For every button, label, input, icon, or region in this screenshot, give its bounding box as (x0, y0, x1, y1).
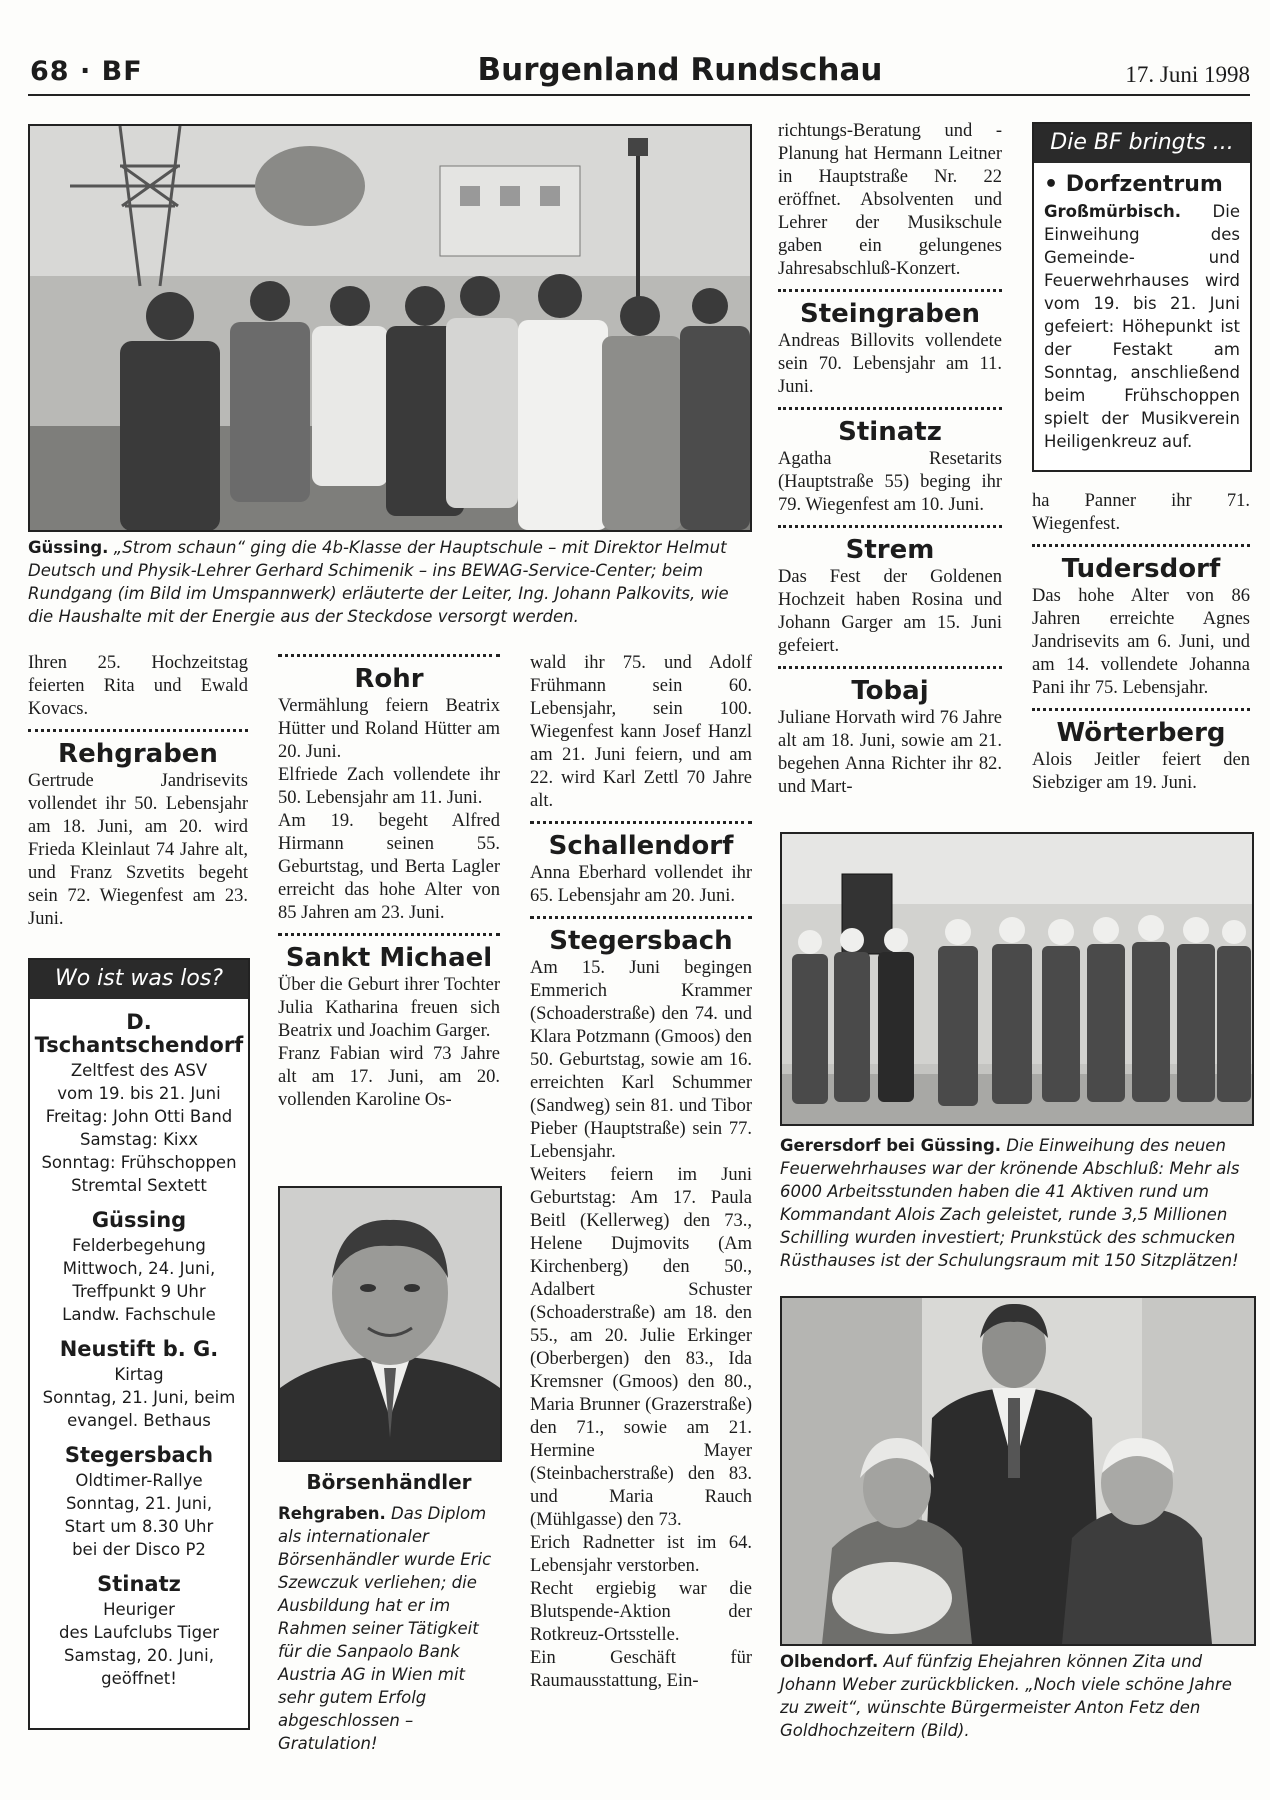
woerterberg-paragraph: Alois Jeitler feiert den Siebziger am 19. Juni. (1032, 750, 1250, 793)
stegersbach-paragraph: Am 15. Juni begingen Emmerich Krammer (Schoaderstraße) den 74. und Klara Potzmann (Gmoos) den 50. Geburtstag, sowie am 16. erreichten Karl Schummer (Sandweg) sein 81. und Tibor Pieber (Hauptstraße) sein 77. Lebensjahr. (530, 958, 752, 1162)
bf-brings-title: Die BF bringts ... (1034, 124, 1250, 163)
tudersdorf-heading: Tudersdorf (1061, 554, 1221, 584)
event-line: Sonntag: Frühschoppen (41, 1153, 237, 1172)
bf-brings-text: Die Einweihung des Gemeinde- und Feuerwehrhauses wird vom 19. bis 21. Juni gefeiert: Höhepunkt ist der Festakt am Sonntag, anschließend beim Frühschoppen spielt der Musikverein Heiligenkreuz auf. (1044, 202, 1240, 451)
dotted-divider (778, 407, 1002, 410)
stinatz-paragraph: Agatha Resetarits (Hauptstraße 55) beging ihr 79. Wiegenfest am 10. Juni. (778, 449, 1002, 515)
event-line: Stremtal Sextett (71, 1176, 207, 1195)
column-1 (28, 652, 248, 931)
steingraben-heading: Steingraben (800, 299, 980, 329)
events-box-title: Wo ist was los? (30, 960, 248, 999)
column-3 (530, 652, 752, 1693)
event-entry (30, 1338, 248, 1432)
event-line: vom 19. bis 21. Juni (57, 1084, 221, 1103)
tobaj-paragraph: Juliane Horvath wird 76 Jahre alt am 18. Juni, sowie am 21. begehen Anna Richter ihr 82. und Mart- (778, 708, 1002, 797)
dotted-divider (778, 289, 1002, 292)
rehgraben-paragraph: Gertrude Jandrisevits vollendet ihr 50. Lebensjahr am 18. Juni, am 20. wird Frieda Kleinlaut 74 Jahre alt, und Franz Szvetits begeht sein 72. Wiegenfest am 23. Juni. (28, 771, 248, 929)
portrait-label: Börsenhändler (306, 1470, 472, 1494)
page-number: 68 · BF (30, 56, 143, 87)
dotted-divider (278, 933, 500, 936)
fire-brigade-caption (780, 1134, 1250, 1272)
caption-place: Olbendorf. (780, 1652, 879, 1671)
event-line: Zeltfest des ASV (70, 1061, 208, 1080)
stegersbach-paragraph: Ein Geschäft für Raumausstattung, Ein- (530, 1648, 752, 1691)
schallendorf-paragraph: Anna Eberhard vollendet ihr 65. Lebensjahr am 20. Juni. (530, 863, 752, 906)
event-line: Heuriger (103, 1600, 175, 1619)
stegersbach-heading: Stegersbach (549, 926, 733, 956)
tobaj-heading: Tobaj (851, 676, 929, 706)
event-place: D. Tschantschendorf (34, 1010, 244, 1057)
dotted-divider (278, 654, 500, 657)
steingraben-paragraph: Andreas Billovits vollendete sein 70. Lebensjahr am 11. Juni. (778, 331, 1002, 397)
dotted-divider (530, 916, 752, 919)
event-line: geöffnet! (101, 1669, 177, 1688)
stegersbach-paragraph: Recht ergiebig war die Blutspende-Aktion der Rotkreuz-Ortsstelle. (530, 1579, 752, 1645)
schallendorf-heading: Schallendorf (548, 831, 734, 861)
event-line: Treffpunkt 9 Uhr (72, 1282, 206, 1301)
event-entry (30, 1011, 248, 1197)
rohr-paragraph: Elfriede Zach vollendete ihr 50. Lebensjahr am 11. Juni. (278, 765, 500, 808)
publication-title: Burgenland Rundschau (477, 52, 883, 88)
event-line: des Laufclubs Tiger (58, 1623, 220, 1642)
event-line: Kirtag (114, 1365, 164, 1384)
woerterberg-heading: Wörterberg (1056, 718, 1226, 748)
event-line: Felderbegehung (72, 1236, 206, 1255)
strem-heading: Strem (845, 535, 935, 565)
golden-wedding-caption (780, 1650, 1252, 1742)
event-entry (30, 1444, 248, 1561)
issue-date: 17. Juni 1998 (1125, 62, 1250, 87)
sankt-michael-paragraph: Franz Fabian wird 73 Jahre alt am 17. Juni, am 20. vollenden Karoline Os- (278, 1044, 500, 1110)
bf-brings-body (1034, 163, 1250, 453)
golden-wedding-photo (780, 1296, 1256, 1646)
continued-paragraph: richtungs-Beratung und -Planung hat Hermann Leitner in Hauptstraße Nr. 22 eröffnet. Absolventen und Lehrer der Musikschule gaben ein gelungenes Jahresabschluß-Konzert. (778, 121, 1002, 279)
dotted-divider (778, 666, 1002, 669)
event-line: Start um 8.30 Uhr (64, 1517, 214, 1536)
dotted-divider (28, 729, 248, 732)
stegersbach-paragraph: Erich Radnetter ist im 64. Lebensjahr verstorben. (530, 1533, 752, 1576)
rohr-heading: Rohr (354, 664, 424, 694)
event-entry (30, 1573, 248, 1690)
kovacs-paragraph: Ihren 25. Hochzeitstag feierten Rita und Ewald Kovacs. (28, 653, 248, 719)
event-line: evangel. Bethaus (67, 1411, 211, 1430)
caption-text: „Strom schaun“ ging die 4b-Klasse der Hauptschule – mit Direktor Helmut Deutsch und Physik-Lehrer Gerhard Schimenik – ins BEWAG-Service-Center; beim Rundgang (im Bild im Umspannwerk) erläuterte der Leiter, Ing. Johann Palkovits, wie die Haushalte mit der Energie aus der Steckdose versorgt werden. (28, 538, 729, 626)
portrait-photo (278, 1186, 502, 1462)
students-substation-photo (28, 124, 752, 532)
event-line: Sonntag, 21. Juni, (65, 1494, 213, 1513)
tudersdorf-paragraph: Das hohe Alter von 86 Jahren erreichte Agnes Jandrisevits am 6. Juni, und am 14. vollendete Johanna Pani ihr 75. Lebensjahr. (1032, 586, 1250, 698)
caption-place: Rehgraben. (278, 1504, 386, 1523)
event-line: Freitag: John Otti Band (45, 1107, 233, 1126)
portrait-caption (278, 1502, 500, 1755)
continued-paragraph: wald ihr 75. und Adolf Frühmann sein 60. Lebensjahr, sein 100. Wiegenfest kann Josef Hanzl am 21. Juni feiern, und am 22. wird Karl Zettl 70 Jahre alt. (530, 653, 752, 811)
column-4 (778, 120, 1002, 799)
column-5 (1032, 490, 1250, 795)
sankt-michael-paragraph: Über die Geburt ihrer Tochter Julia Katharina freuen sich Beatrix und Joachim Garger. (278, 975, 500, 1041)
event-line: Samstag: Kixx (79, 1130, 199, 1149)
continued-paragraph: ha Panner ihr 71. Wiegenfest. (1032, 491, 1250, 534)
events-box (28, 958, 250, 1730)
dotted-divider (1032, 544, 1250, 547)
bf-brings-box (1032, 122, 1252, 472)
event-entry (30, 1209, 248, 1326)
event-place: Stegersbach (64, 1443, 214, 1467)
event-place: Stinatz (97, 1572, 181, 1596)
strem-paragraph: Das Fest der Goldenen Hochzeit haben Rosina und Johann Garger am 15. Juni gefeiert. (778, 567, 1002, 656)
fire-brigade-photo (780, 832, 1254, 1126)
stinatz-heading: Stinatz (838, 417, 942, 447)
rohr-paragraph: Vermählung feiern Beatrix Hütter und Roland Hütter am 20. Juni. (278, 696, 500, 762)
bf-brings-place: Großmürbisch. (1044, 202, 1182, 221)
rohr-paragraph: Am 19. begeht Alfred Hirmann seinen 55. Geburtstag, und Berta Lagler erreicht das hohe Alter von 85 Jahren am 23. Juni. (278, 811, 500, 923)
column-2 (278, 654, 500, 1112)
caption-text: Die Einweihung des neuen Feuerwehrhauses war der krönende Abschluß: Mehr als 6000 Arbeitsstunden haben die 41 Aktiven rund um Kommandant Alois Zach geleistet, runde 3,5 Millionen Schilling wurden investiert; Prunkstück des schmucken Rüsthauses ist der Schulungsraum mit 150 Sitzplätzen! (780, 1136, 1240, 1270)
event-line: bei der Disco P2 (72, 1540, 206, 1559)
caption-place: Güssing. (28, 538, 109, 557)
dotted-divider (1032, 708, 1250, 711)
sankt-michael-heading: Sankt Michael (285, 943, 493, 973)
event-line: Samstag, 20. Juni, (64, 1646, 214, 1665)
stegersbach-paragraph: Weiters feiern im Juni Geburtstag: Am 17. Paula Beitl (Kellerweg) den 73., Helene Dujmovits (Am Kirchenberg) den 50., Adalbert Schuster (Schoaderstraße) am 18. den 55., am 20. Julie Erkinger (Oberbergen) den 83., Ida Kremsner (Gmoos) den 80., Maria Brunner (Grazerstraße) den 71., sowie am 21. Hermine Mayer (Steinbacherstraße) den 83. und Maria Rauch (Mühlgasse) den 73. (530, 1165, 752, 1530)
portrait-caption-block (278, 1470, 500, 1755)
rehgraben-heading: Rehgraben (58, 739, 218, 769)
event-line: Oldtimer-Rallye (75, 1471, 203, 1490)
header-rule (28, 94, 1250, 96)
caption-text: Auf fünfzig Ehejahren können Zita und Johann Weber zurückblicken. „Noch viele schöne Jahre zu zweit“, wünschte Bürgermeister Anton Fetz den Goldhochzeitern (Bild). (780, 1652, 1232, 1740)
dotted-divider (530, 821, 752, 824)
events-list (30, 1011, 248, 1690)
event-line: Landw. Fachschule (62, 1305, 216, 1324)
top-photo-caption (28, 536, 748, 628)
event-place: Neustift b. G. (59, 1337, 219, 1361)
dotted-divider (778, 525, 1002, 528)
caption-place: Gerersdorf bei Güssing. (780, 1136, 1002, 1155)
event-line: Sonntag, 21. Juni, beim (42, 1388, 236, 1407)
bf-brings-heading: • Dorfzentrum (1044, 172, 1223, 197)
bf-brings-paragraph (1044, 200, 1240, 453)
event-place: Güssing (91, 1208, 187, 1232)
event-line: Mittwoch, 24. Juni, (62, 1259, 216, 1278)
caption-text: Das Diplom als internationaler Börsenhändler wurde Eric Szewczuk verliehen; die Ausbildung hat er im Rahmen seiner Tätigkeit für die Sanpaolo Bank Austria AG in Wien mit sehr gutem Erfolg abgeschlossen – Gratulation! (278, 1504, 492, 1753)
